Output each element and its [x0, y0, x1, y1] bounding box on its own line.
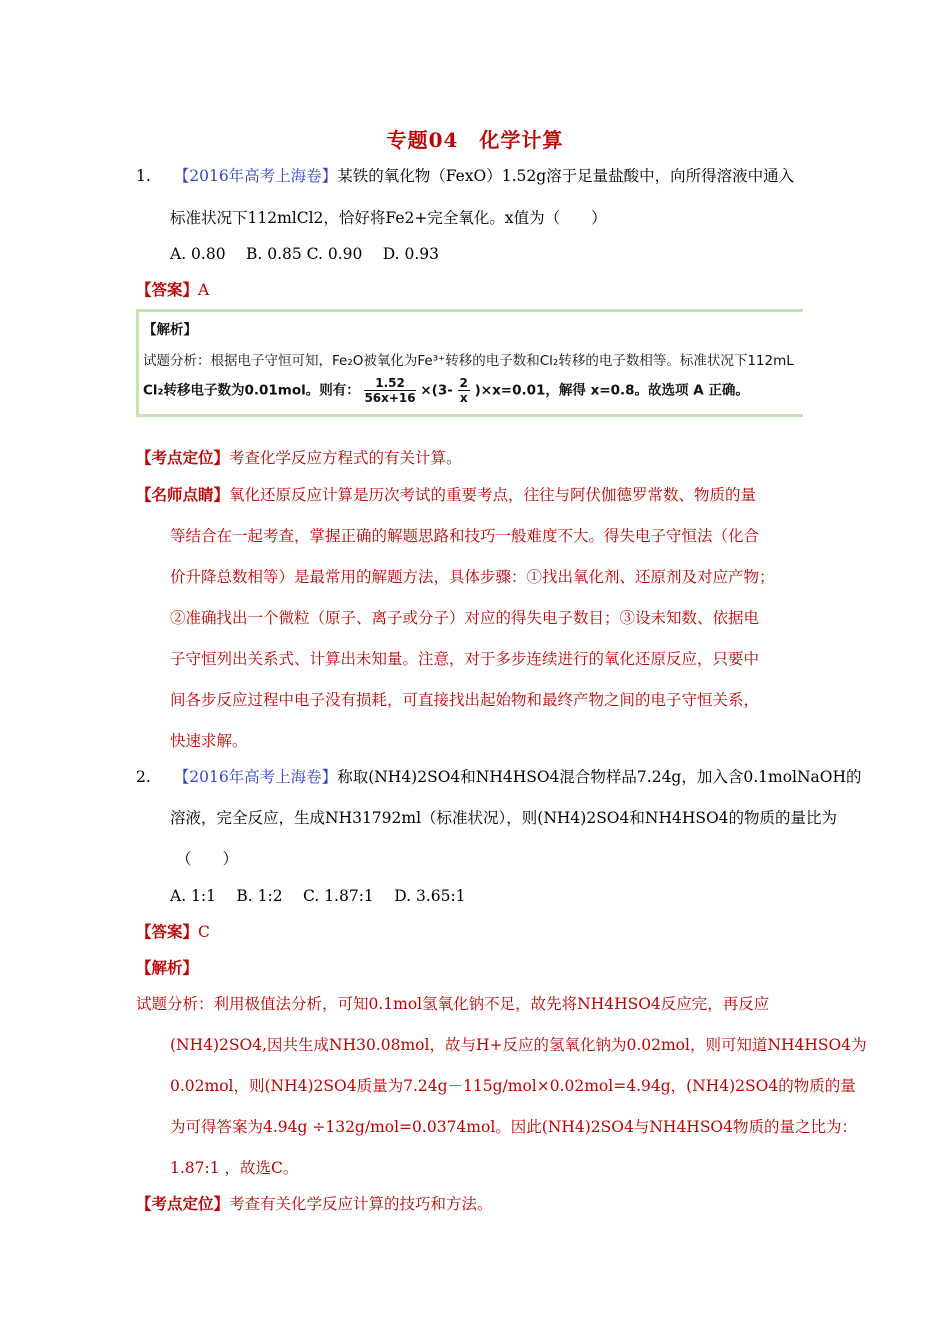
analysis-line: 试题分析：利用极值法分析，可知0.1mol氢氧化钠不足，故先将NH4HSO4反应完，再反应	[136, 995, 770, 1013]
mingshi-text: 子守恒列出关系式、计算出未知量。注意，对于多步连续进行的氧化还原反应，只要中	[170, 650, 760, 668]
mingshi-text: 间各步反应过程中电子没有损耗，可直接找出起始物和最终产物之间的电子守恒关系，	[170, 691, 760, 709]
question-1-stem	[136, 164, 794, 186]
kaodian-tag: 【考点定位】	[136, 448, 230, 467]
answer-tag: 【答案】	[136, 280, 199, 299]
question-number: 1.	[136, 167, 151, 185]
kaodian-tag: 【考点定位】	[136, 1194, 230, 1213]
page-title: 专题04 化学计算	[386, 128, 564, 152]
mingshi-text: 价升降总数相等）是最常用的解题方法，具体步骤：①找出氧化剂、还原剂及对应产物；	[170, 568, 775, 586]
analysis-heading: 【解析】	[136, 958, 199, 977]
question-text-line: 称取(NH4)2SO4和NH4HSO4混合物样品7.24g，加入含0.1molNaOH的	[337, 768, 862, 786]
kaodian-line	[136, 1192, 493, 1214]
answer-line	[136, 920, 210, 942]
kaodian-line	[136, 446, 462, 468]
question-text-line: 溶液，完全反应，生成NH31792ml（标准状况），则(NH4)2SO4和NH4HSO4的物质的量比为	[170, 809, 838, 827]
fraction: $\frac{1.52}{56x+16}$	[364, 376, 416, 405]
answer-tag: 【答案】	[136, 922, 199, 941]
mingshi-text: 氧化还原反应计算是历次考试的重要考点，往往与阿伏伽德罗常数、物质的量	[229, 486, 757, 504]
mingshi-line	[136, 483, 756, 505]
question-2-stem	[136, 765, 862, 787]
mingshi-text: ②准确找出一个微粒（原子、离子或分子）对应的得失电子数目；③设未知数、依据电	[170, 609, 760, 627]
answer-value: C	[198, 923, 210, 941]
question-source: 【2016年高考上海卷】	[173, 167, 338, 185]
fraction: $\frac{2}{x}$	[459, 376, 468, 405]
analysis-line: 试题分析：根据电子守恒可知，Fe₂O被氧化为Fe³⁺转移的电子数和Cl₂转移的电子数相等。标准状况下112mL	[143, 353, 794, 369]
answer-options: A. 1:1 B. 1:2 C. 1.87:1 D. 3.65:1	[170, 887, 466, 905]
question-text-line: 某铁的氧化物（FexO）1.52g溶于足量盐酸中，向所得溶液中通入	[337, 167, 795, 185]
answer-line	[136, 278, 209, 300]
question-text-line: 标准状况下112mlCl2，恰好将Fe2+完全氧化。x值为（ ）	[170, 209, 607, 227]
mingshi-tag: 【名师点睛】	[136, 485, 230, 504]
analysis-image-box	[136, 309, 803, 417]
mingshi-text: 快速求解。	[170, 732, 248, 750]
analysis-line: (NH4)2SO4,因共生成NH30.08mol，故与H+反应的氢氧化钠为0.02mol，则可知道NH4HSO4为	[170, 1036, 867, 1054]
analysis-line: 0.02mol，则(NH4)2SO4质量为7.24g－115g/mol×0.02mol=4.94g，(NH4)2SO4的物质的量	[170, 1077, 856, 1095]
kaodian-text: 考查有关化学反应计算的技巧和方法。	[229, 1195, 493, 1213]
question-source: 【2016年高考上海卷】	[173, 768, 338, 786]
question-text-line: （ ）	[176, 850, 239, 868]
question-number: 2.	[136, 768, 151, 786]
analysis-line: 1.87:1 ，故选C。	[170, 1159, 299, 1177]
analysis-line: 为可得答案为4.94g ÷132g/mol=0.0374mol。因此(NH4)2SO4与NH4HSO4物质的量之比为：	[170, 1118, 858, 1136]
analysis-formula-line: Cl₂转移电子数为0.01mol。则有： $\frac{1.52}{56x+16}$ ×(3- $\frac{2}{x}$ )×x=0.01，解得 x=0.8。故选项 A 正确。	[143, 376, 749, 405]
mingshi-text: 等结合在一起考查，掌握正确的解题思路和技巧一般难度不大。得失电子守恒法（化合	[170, 527, 760, 545]
answer-value: A	[198, 281, 210, 299]
kaodian-text: 考查化学反应方程式的有关计算。	[229, 449, 462, 467]
answer-options: A. 0.80 B. 0.85 C. 0.90 D. 0.93	[170, 245, 440, 263]
analysis-heading: 【解析】	[143, 322, 197, 338]
